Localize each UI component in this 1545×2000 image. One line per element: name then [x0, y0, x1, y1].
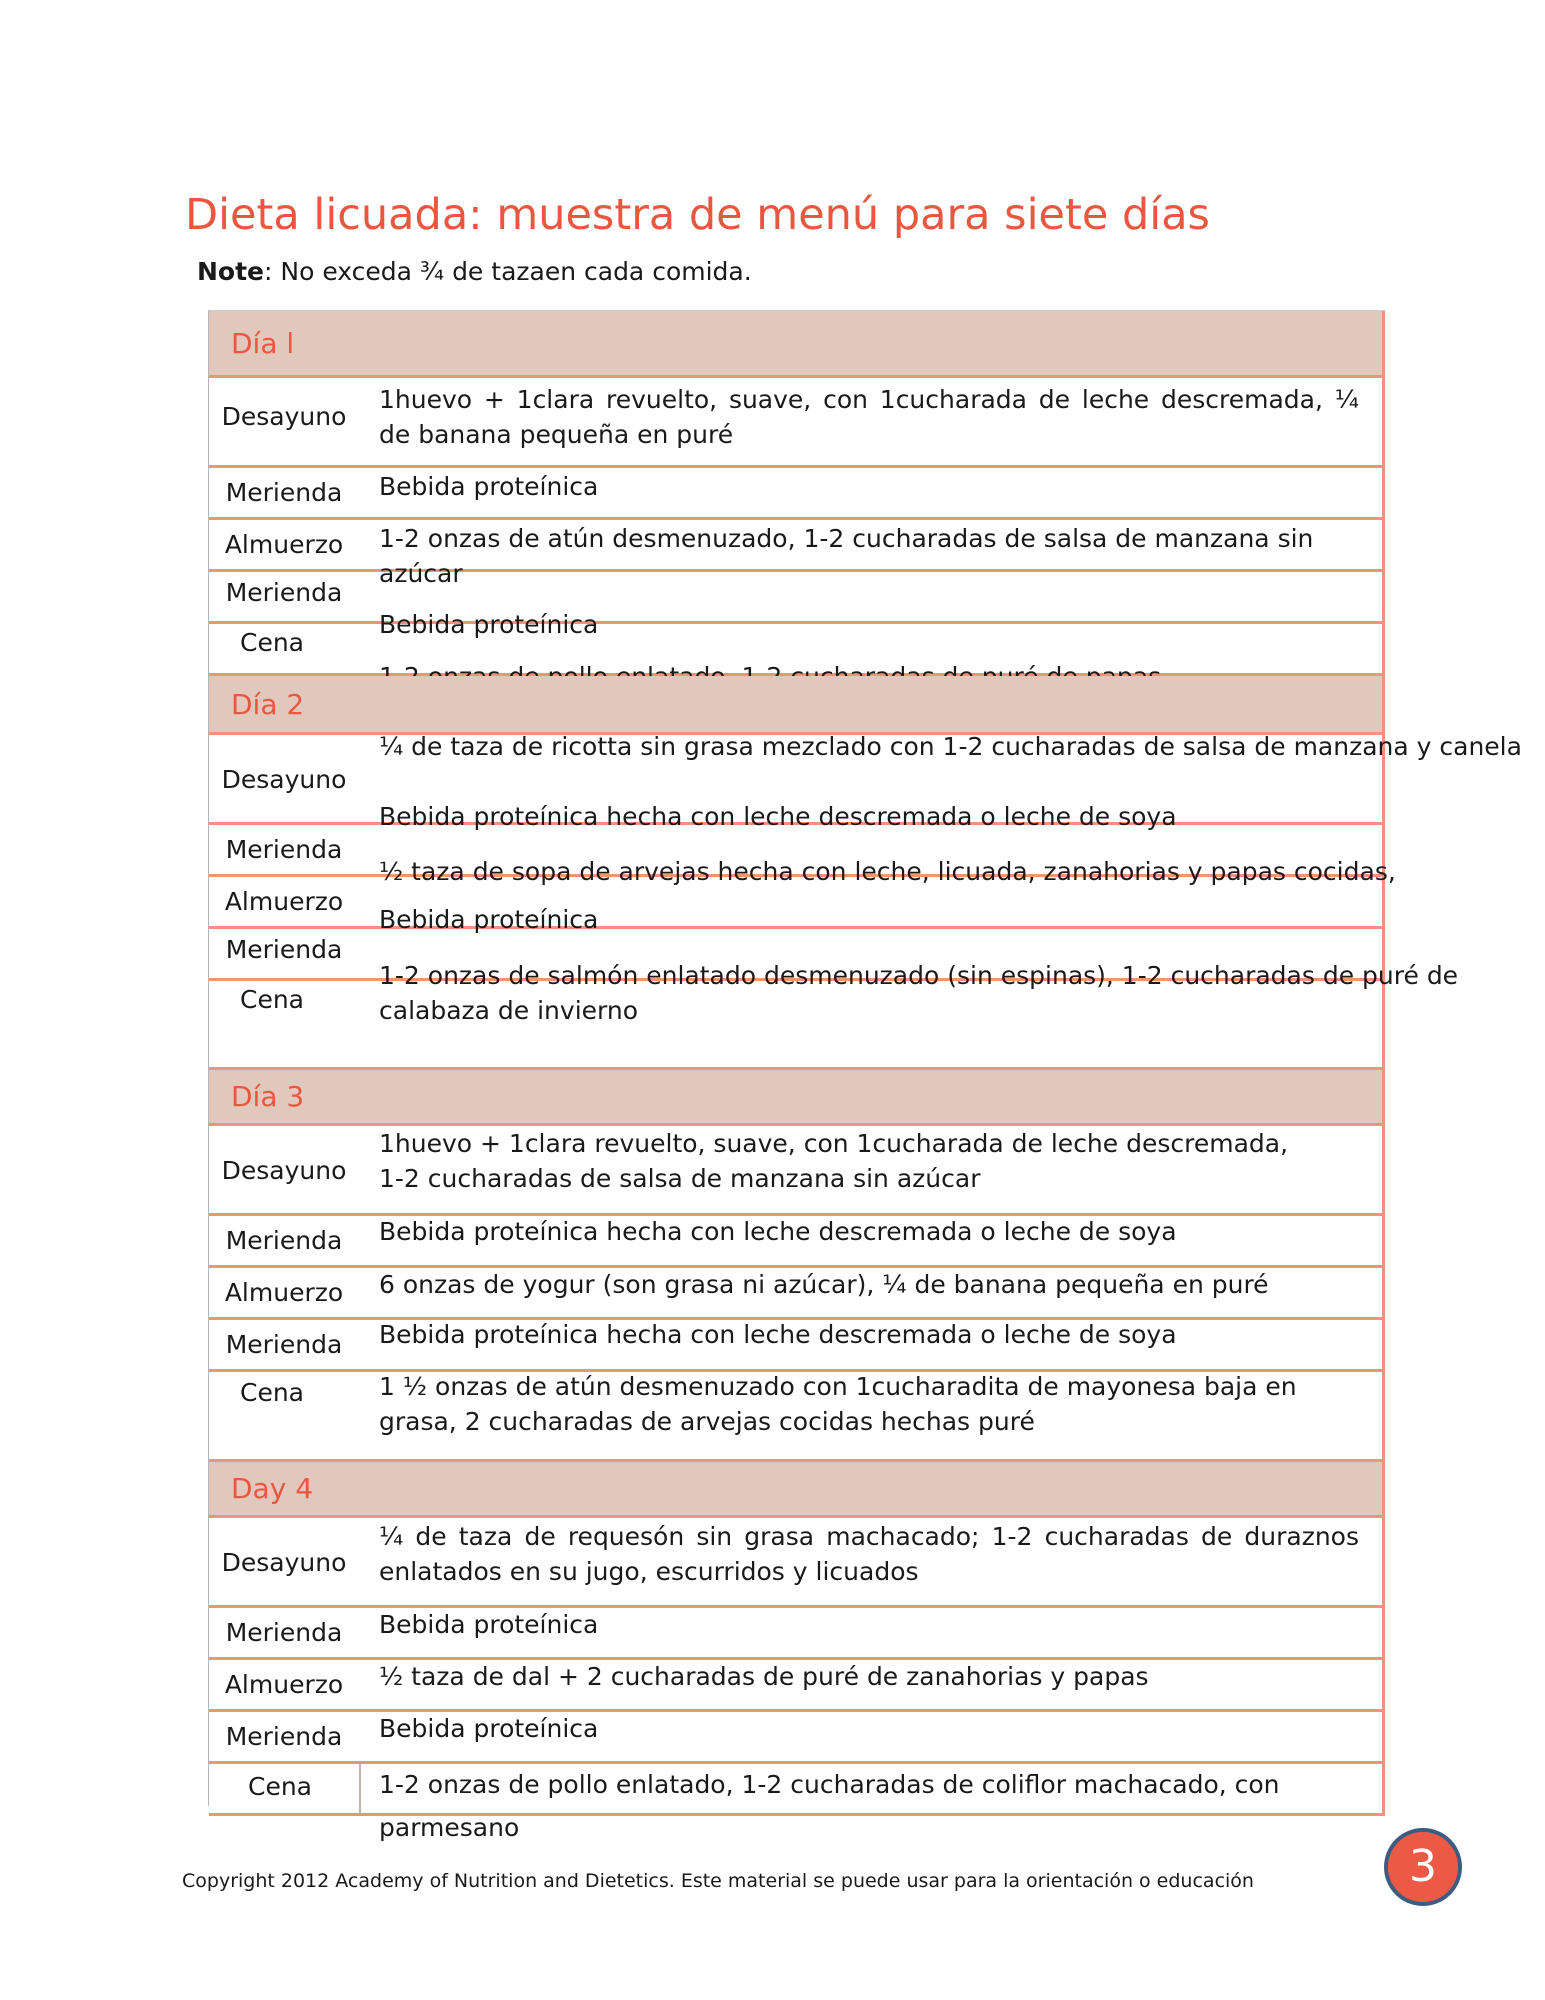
meal-label: Merienda: [225, 835, 343, 864]
day-3-breakfast-text: 1huevo + 1clara revuelto, suave, con 1cucharada de leche descremada, 1-2 cucharadas de salsa de manzana sin azúcar: [379, 1129, 1289, 1193]
page-title: Dieta licuada: muestra de menú para siete días: [185, 190, 1210, 240]
day-4-header: [209, 1462, 1385, 1518]
day-3-label: Día 3: [231, 1080, 305, 1113]
day-2-label: Día 2: [231, 688, 305, 721]
day-3-lunch-text: 6 onzas de yogur (son grasa ni azúcar), ¼ de banana pequeña en puré: [379, 1270, 1269, 1299]
meal-label: Cena: [239, 628, 304, 657]
note: [197, 257, 752, 286]
day-2-snack2-text: Bebida proteínica: [379, 905, 599, 934]
meal-label: Merienda: [225, 478, 343, 507]
meal-label: Almuerzo: [224, 1278, 344, 1307]
menu-table: [208, 310, 1522, 1842]
meal-label: Desayuno: [221, 1548, 347, 1577]
copyright-footer: Copyright 2012 Academy of Nutrition and Dietetics. Este material se puede usar para la orientación o educación: [182, 1870, 1254, 1892]
meal-label: Almuerzo: [224, 887, 344, 916]
day-2-snack-text: Bebida proteínica hecha con leche descremada o leche de soya: [379, 802, 1177, 831]
meal-label: Merienda: [225, 935, 343, 964]
day-3-header: [209, 1070, 1385, 1126]
meal-label: Merienda: [225, 1226, 343, 1255]
day-4-snack-text: Bebida proteínica: [379, 1610, 599, 1639]
note-text: : No exceda ¾ de tazaen cada comida.: [264, 257, 752, 286]
day-4-snack2-text: Bebida proteínica: [379, 1714, 599, 1743]
day-1-snack2-text: Bebida proteínica: [379, 610, 599, 639]
day-1-label: Día l: [231, 327, 295, 360]
day-2-breakfast-text: ¼ de taza de ricotta sin grasa mezclado con 1-2 cucharadas de salsa de manzana y canela: [379, 732, 1522, 761]
note-label: Note: [197, 257, 265, 286]
day-2-dinner-text: 1-2 onzas de salmón enlatado desmenuzado (sin espinas), 1-2 cucharadas de puré de calabaza de invierno: [379, 961, 1459, 1025]
day-1-breakfast-text: 1huevo + 1clara revuelto, suave, con 1cucharada de leche descremada, ¼ de banana pequeña en puré: [379, 385, 1359, 449]
meal-label: Almuerzo: [224, 530, 344, 559]
day-4-lunch-text: ½ taza de dal + 2 cucharadas de puré de zanahorias y papas: [379, 1662, 1149, 1691]
meal-label: Merienda: [225, 1722, 343, 1751]
meal-label: Cena: [239, 1378, 304, 1407]
day-4-label: Day 4: [231, 1472, 314, 1505]
day-2-lunch-text: ½ taza de sopa de arvejas hecha con leche, licuada, zanahorias y papas cocidas,: [379, 857, 1396, 886]
meal-label: Merienda: [225, 578, 343, 607]
column-divider: [359, 1764, 361, 1813]
day-1-lunch-text: 1-2 onzas de atún desmenuzado, 1-2 cucharadas de salsa de manzana sin azúcar: [379, 524, 1314, 588]
day-3-snack-text: Bebida proteínica hecha con leche descremada o leche de soya: [379, 1217, 1177, 1246]
meal-label: Almuerzo: [224, 1670, 344, 1699]
day-1-header: [209, 311, 1385, 378]
meal-label: Cena: [239, 985, 304, 1014]
day-2-header: [209, 676, 1385, 735]
meal-label: Desayuno: [221, 1156, 347, 1185]
day-3-dinner-text: 1 ½ onzas de atún desmenuzado con 1cucharadita de mayonesa baja en grasa, 2 cucharadas de arvejas cocidas hechas puré: [379, 1372, 1297, 1436]
day-3-snack2-text: Bebida proteínica hecha con leche descremada o leche de soya: [379, 1320, 1177, 1349]
meal-label: Merienda: [225, 1618, 343, 1647]
day-1-snack-text: Bebida proteínica: [379, 472, 599, 501]
meal-label: Desayuno: [221, 765, 347, 794]
meal-label: Merienda: [225, 1330, 343, 1359]
day-4-breakfast-text: ¼ de taza de requesón sin grasa machacado; 1-2 cucharadas de duraznos enlatados en su jugo, escurridos y licuados: [379, 1522, 1359, 1586]
meal-label: Cena: [247, 1772, 312, 1801]
page-number-badge: 3: [1384, 1828, 1462, 1906]
day-4-dinner-text: 1-2 onzas de pollo enlatado, 1-2 cucharadas de coliflor machacado, con parmesano: [379, 1770, 1280, 1842]
meal-label: Desayuno: [221, 402, 347, 431]
